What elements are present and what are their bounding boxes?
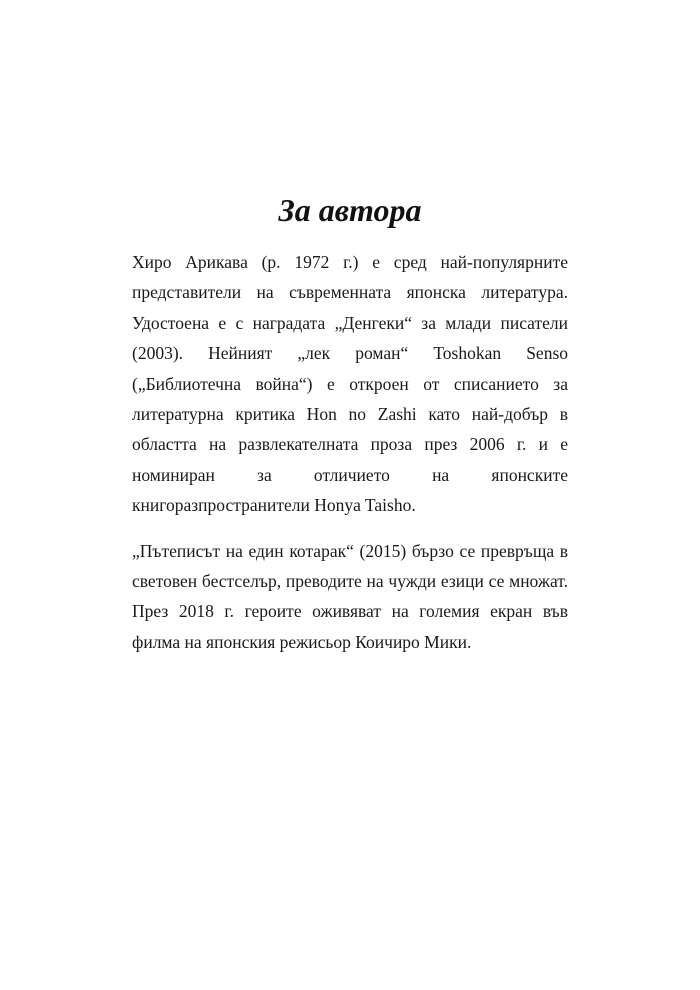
bio-paragraph-2: „Пътеписът на един котарак“ (2015) бързо се превръща в световен бестселър, преводите на чужди езици се множат. През 2018 г. героите оживяват на големия екран във филма на японския режисьор Коичиро Мики.: [132, 540, 568, 652]
bio-paragraph-1: Хиро Арикава (р. 1972 г.) е сред най-популярните представители на съвременната японска литература. Удостоена е с наградата „Денгеки“ за млади писатели (2003). Нейният „лек роман“ Toshokan Senso („Библиотечна война“) е откроен от списанието за литературна критика Hon no Zashi като най-добър в областта на развлекателната проза през 2006 г. и е номиниран за отличието на японските книгоразпространители Honya Taisho.: [132, 252, 568, 516]
author-bio: [132, 247, 568, 657]
page-title: За автора: [278, 192, 422, 228]
